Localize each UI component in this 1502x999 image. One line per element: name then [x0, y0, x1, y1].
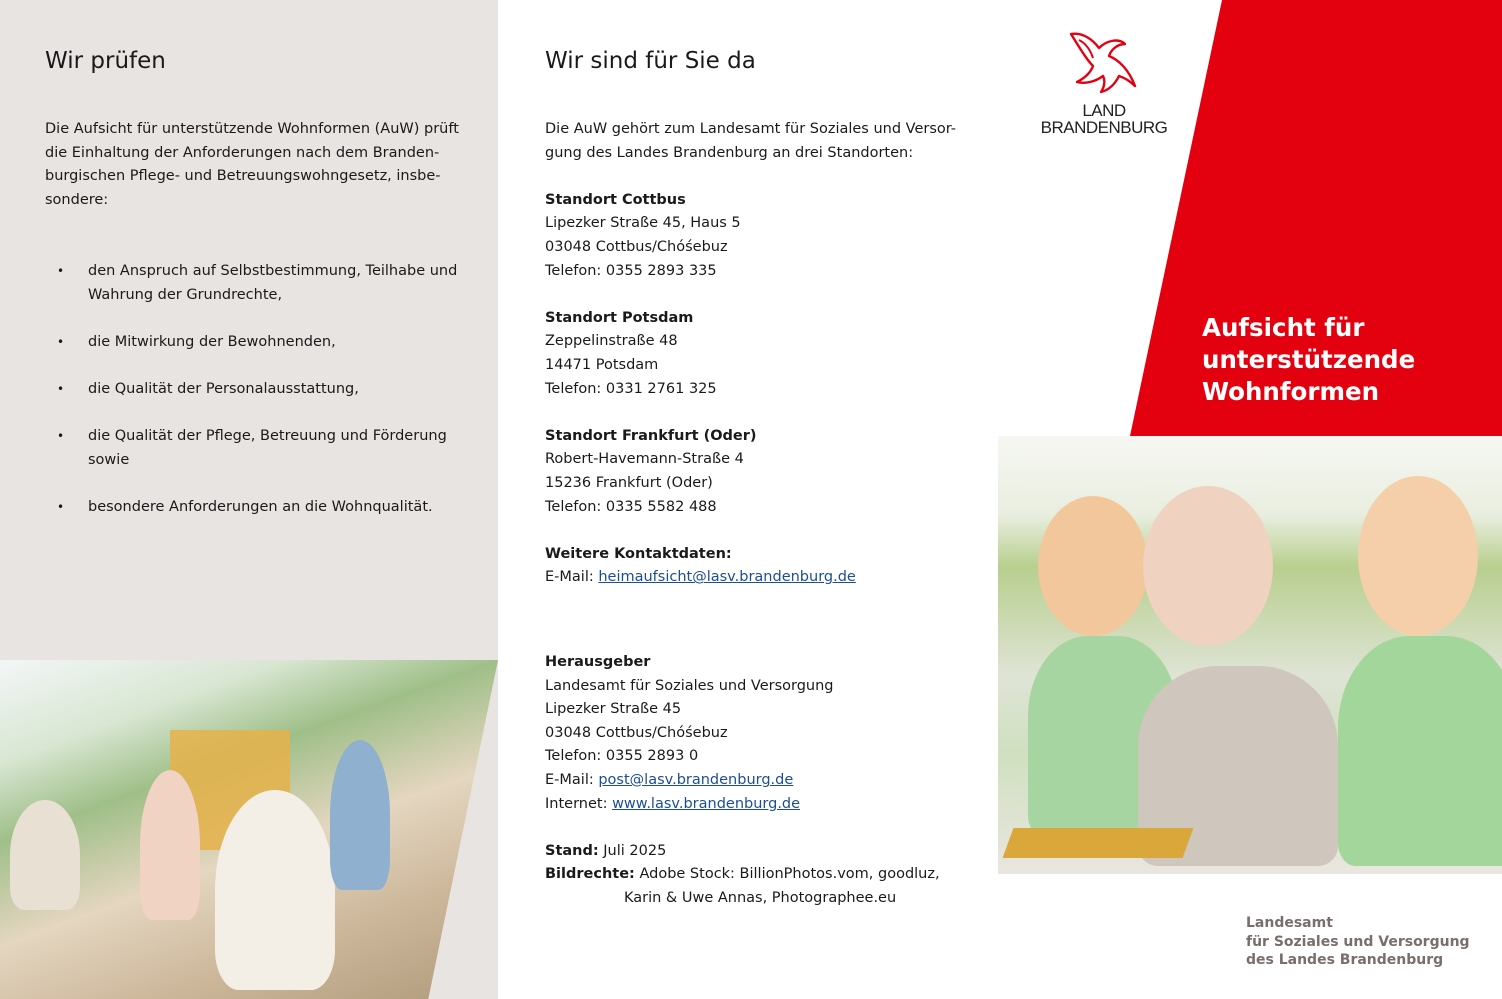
- location-phone: Telefon: 0335 5582 488: [545, 498, 717, 515]
- check-list: [45, 260, 465, 543]
- agency-footer: Landesamt für Soziales und Versorgung des Landes Brandenburg: [1246, 915, 1470, 968]
- location-street: Robert-Havemann-Straße 4: [545, 451, 744, 468]
- cover-panel: [998, 0, 1502, 999]
- list-item: • den Anspruch auf Selbstbestimmung, Teilhabe und Wahrung der Grundrechte,: [45, 260, 465, 307]
- publisher-heading: Herausgeber: [545, 654, 651, 671]
- section-heading-wir-pruefen: Wir prüfen: [45, 48, 166, 74]
- intro-paragraph: Die Aufsicht für unterstützende Wohnformen (AuW) prüft die Einhaltung der Anforderungen nach dem Branden-burgischen Pflege- und Betreuungswohngesetz, insbe-sondere:: [45, 121, 459, 208]
- caregivers-photo: [998, 436, 1502, 874]
- bullet-icon: •: [57, 429, 65, 444]
- logo-line-2: BRANDENBURG: [1040, 118, 1168, 137]
- list-item: • die Qualität der Personalausstattung,: [45, 378, 465, 402]
- section-heading-wir-sind-da: Wir sind für Sie da: [545, 48, 756, 74]
- email-link[interactable]: heimaufsicht@lasv.brandenburg.de: [598, 569, 856, 586]
- publisher-street: Lipezker Straße 45: [545, 701, 682, 718]
- location-name: Standort Cottbus: [545, 191, 686, 208]
- stand-line: Stand: Juli 2025: [545, 842, 667, 859]
- location-city: 14471 Potsdam: [545, 356, 659, 373]
- left-panel: [0, 0, 498, 999]
- location-name: Standort Potsdam: [545, 309, 694, 326]
- publisher-email-link[interactable]: post@lasv.brandenburg.de: [598, 772, 794, 789]
- bullet-icon: •: [57, 334, 65, 349]
- credits-line: Bildrechte: Adobe Stock: BillionPhotos.vom, goodluz,: [545, 866, 940, 883]
- location-phone: Telefon: 0355 2893 335: [545, 262, 717, 279]
- bullet-icon: •: [57, 381, 65, 396]
- logo-line-1: LAND: [1082, 101, 1126, 120]
- list-item: • die Qualität der Pflege, Betreuung und Förderung sowie: [45, 425, 465, 472]
- publisher-city: 03048 Cottbus/Chóśebuz: [545, 724, 728, 741]
- website-link[interactable]: www.lasv.brandenburg.de: [612, 795, 801, 812]
- brochure-title: Aufsicht für unterstützende Wohnformen: [1202, 313, 1416, 406]
- location-street: Zeppelinstraße 48: [545, 333, 678, 350]
- list-item: • besondere Anforderungen an die Wohnqualität.: [45, 496, 465, 520]
- brandenburg-logo: [1034, 30, 1174, 136]
- location-city: 03048 Cottbus/Chóśebuz: [545, 238, 728, 255]
- credits-line-2: Karin & Uwe Annas, Photographee.eu: [624, 890, 897, 906]
- list-item: • die Mitwirkung der Bewohnenden,: [45, 331, 465, 355]
- publisher-name: Landesamt für Soziales und Versorgung: [545, 677, 834, 694]
- middle-panel: [498, 0, 998, 999]
- location-city: 15236 Frankfurt (Oder): [545, 474, 713, 491]
- location-phone: Telefon: 0331 2761 325: [545, 380, 717, 397]
- care-home-photo: [0, 660, 498, 999]
- bullet-icon: •: [57, 499, 65, 514]
- eagle-icon: [1059, 30, 1149, 102]
- location-street: Lipezker Straße 45, Haus 5: [545, 215, 741, 232]
- publisher-phone: Telefon: 0355 2893 0: [545, 748, 699, 765]
- bullet-icon: •: [57, 264, 65, 278]
- contact-heading: Weitere Kontaktdaten:: [545, 545, 732, 562]
- location-name: Standort Frankfurt (Oder): [545, 427, 757, 444]
- intro-paragraph: Die AuW gehört zum Landesamt für Soziales und Versor-gung des Landes Brandenburg an drei Standorten:: [545, 121, 957, 161]
- contact-block: Die AuW gehört zum Landesamt für Soziales und Versor-gung des Landes Brandenburg an drei Standorten: Standort Cottbus Lipezker Straße 45, Haus 5 03048 Cottbus/Chóśebuz Telefon: 0355 2893 335 Standort Potsdam Zeppelinstraße 48 14471 Potsdam Telefon: 0331 2761 325 Standort Frankfurt (Oder) Robert-Havemann-Straße 4 15236 Frankfurt (Oder) Telefon: 0335 5582 488 Weitere Kontaktdaten: E-Mail: heimaufsicht@lasv.brandenburg.de Herausgeber Landesamt für Soziales und Versorgung Lipezker Straße 45 03048 Cottbus/Chóśebuz Telefon: 0355 2893 0 E-Mail: post@lasv.brandenburg.de Internet: www.lasv.brandenburg.de Stand: Juli 2025 Bildrechte: Adobe Stock: BillionPhotos.vom, goodluz, Karin & Uwe Annas, Photographee.eu: [545, 118, 965, 911]
